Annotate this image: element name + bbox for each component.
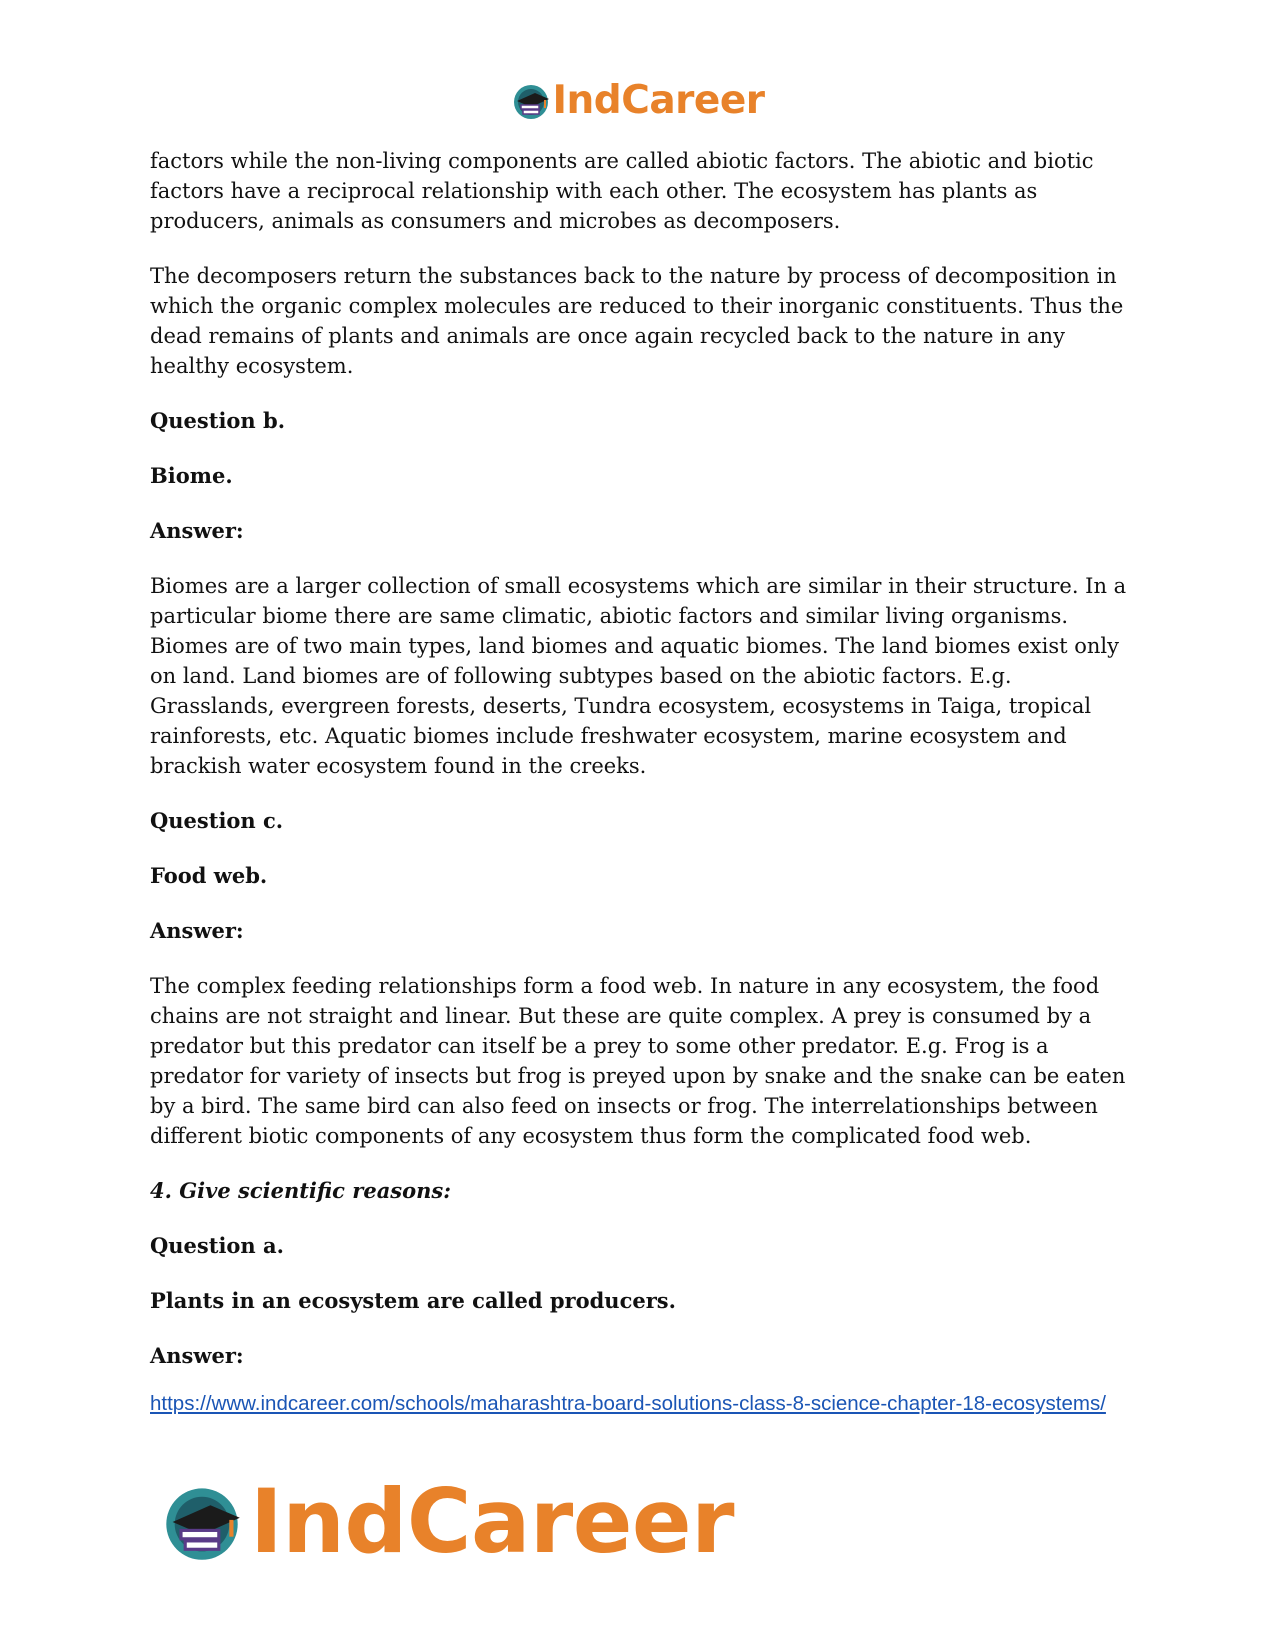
document-body	[150, 146, 1140, 1396]
footer-logo	[160, 1470, 734, 1573]
graduation-globe-icon	[160, 1480, 244, 1564]
question-label: Question b.	[150, 408, 286, 433]
header-logo	[0, 78, 1275, 123]
paragraph: The decomposers return the substances back to the nature by process of decomposition in which the organic complex molecules are reduced to their inorganic constituents. Thus the dead remains of plants and animals are once again recycled back to the nature in any healthy ecosystem.	[150, 264, 1124, 378]
indcareer-logo	[160, 1470, 734, 1573]
question-label: Question a.	[150, 1233, 284, 1258]
source-link[interactable]: https://www.indcareer.com/schools/maharashtra-board-solutions-class-8-science-chapter-18-ecosystems/	[150, 1392, 1106, 1415]
logo-text: IndCareer	[250, 1470, 735, 1573]
question-title: Food web.	[150, 863, 268, 888]
paragraph: The complex feeding relationships form a food web. In nature in any ecosystem, the food chains are not straight and linear. But these are quite complex. A prey is consumed by a predator but this predator can itself be a prey to some other predator. E.g. Frog is a predator for variety of insects but frog is preyed upon by snake and the snake can be eaten by a bird. The same bird can also feed on insects or frog. The interrelationships between different biotic components of any ecosystem thus form the complicated food web.	[150, 974, 1126, 1148]
question-title: Plants in an ecosystem are called producers.	[150, 1288, 676, 1313]
paragraph: factors while the non-living components are called abiotic factors. The abiotic and biotic factors have a reciprocal relationship with each other. The ecosystem has plants as producers, animals as consumers and microbes as decomposers.	[150, 149, 1094, 233]
paragraph: Biomes are a larger collection of small ecosystems which are similar in their structure. In a particular biome there are same climatic, abiotic factors and similar living organisms. Biomes are of two main types, land biomes and aquatic biomes. The land biomes exist only on land. Land biomes are of following subtypes based on the abiotic factors. E.g. Grasslands, evergreen forests, deserts, Tundra ecosystem, ecosystems in Taiga, tropical rainforests, etc. Aquatic biomes include freshwater ecosystem, marine ecosystem and brackish water ecosystem found in the creeks.	[150, 574, 1127, 778]
answer-label: Answer:	[150, 518, 244, 543]
question-label: Question c.	[150, 808, 284, 833]
answer-label: Answer:	[150, 918, 244, 943]
graduation-globe-icon	[511, 81, 551, 121]
question-title: Biome.	[150, 463, 233, 488]
indcareer-logo	[511, 78, 765, 123]
answer-label: Answer:	[150, 1343, 244, 1368]
section-heading: 4. Give scientific reasons:	[150, 1178, 451, 1203]
logo-text: IndCareer	[552, 78, 765, 123]
